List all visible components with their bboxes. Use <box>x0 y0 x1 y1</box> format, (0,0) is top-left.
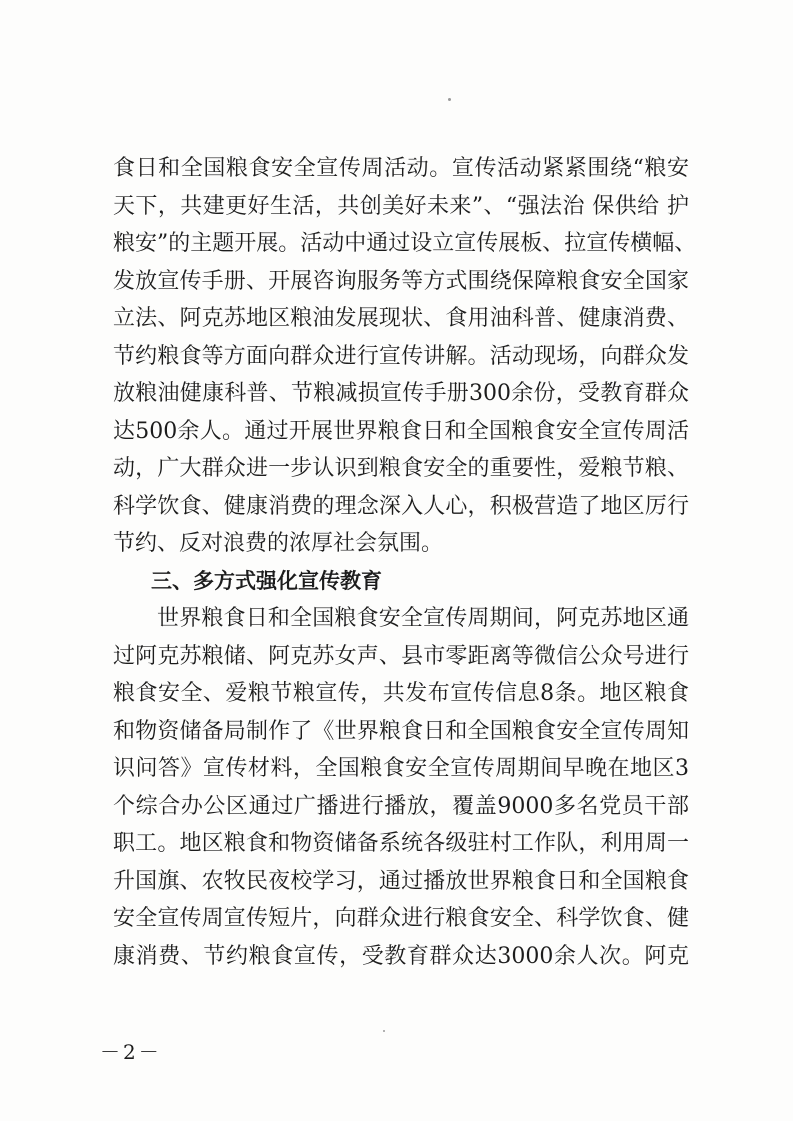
paragraph-line: 放粮油健康科普、节粮减损宣传手册300余份，受教育群众 <box>113 381 689 406</box>
paragraph-line: 节约粮食等方面向群众进行宣传讲解。活动现场，向群众发 <box>113 343 689 369</box>
paragraph-line: 康消费、节约粮食宣传，受教育群众达3000余人次。阿克 <box>113 943 689 969</box>
paragraph-line: 升国旗、农牧民夜校学习，通过播放世界粮食日和全国粮食 <box>113 868 689 894</box>
paragraph-line: 职工。地区粮食和物资储备系统各级驻村工作队，利用周一 <box>113 831 689 856</box>
paragraph-line: 天下，共建更好生活，共创美好未来”、“强法治 保供给 护 <box>113 193 689 219</box>
paragraph-line: 粮食安全、爱粮节粮宣传，共发布宣传信息8条。地区粮食 <box>113 681 689 706</box>
paragraph-line: 安全宣传周宣传短片，向群众进行粮食安全、科学饮食、健 <box>113 906 689 931</box>
scan-speck <box>448 98 451 101</box>
paragraph-line: 和物资储备局制作了《世界粮食日和全国粮食安全宣传周知 <box>113 718 689 744</box>
document-body <box>113 150 697 975</box>
paragraph-line: 节约、反对浪费的浓厚社会氛围。 <box>113 531 444 556</box>
paragraph-line: 个综合办公区通过广播进行播放，覆盖9000多名党员干部 <box>113 793 689 819</box>
paragraph-line: 过阿克苏粮储、阿克苏女声、县市零距离等微信公众号进行 <box>113 643 689 669</box>
paragraph-line: 科学饮食、健康消费的理念深入人心，积极营造了地区厉行 <box>113 493 689 519</box>
paragraph-line: 动，广大群众进一步认识到粮食安全的重要性，爱粮节粮、 <box>113 456 689 481</box>
paragraph-line: 粮安”的主题开展。活动中通过设立宣传展板、拉宣传横幅、 <box>113 231 697 256</box>
paragraph-line: 达500余人。通过开展世界粮食日和全国粮食安全宣传周活 <box>113 418 689 444</box>
section-heading: 三、多方式强化宣传教育 <box>151 568 382 593</box>
paragraph-line: 发放宣传手册、开展咨询服务等方式围绕保障粮食安全国家 <box>113 268 689 294</box>
paragraph-line: 识问答》宣传材料，全国粮食安全宣传周期间早晚在地区3 <box>113 756 689 781</box>
paragraph-line: 食日和全国粮食安全宣传周活动。宣传活动紧紧围绕“粮安 <box>113 156 689 181</box>
scan-speck <box>383 1030 385 1032</box>
paragraph-line: 世界粮食日和全国粮食安全宣传周期间，阿克苏地区通 <box>157 606 689 631</box>
page-number: －2－ <box>100 1040 162 1064</box>
paragraph-line: 立法、阿克苏地区粮油发展现状、食用油科普、健康消费、 <box>113 306 689 331</box>
